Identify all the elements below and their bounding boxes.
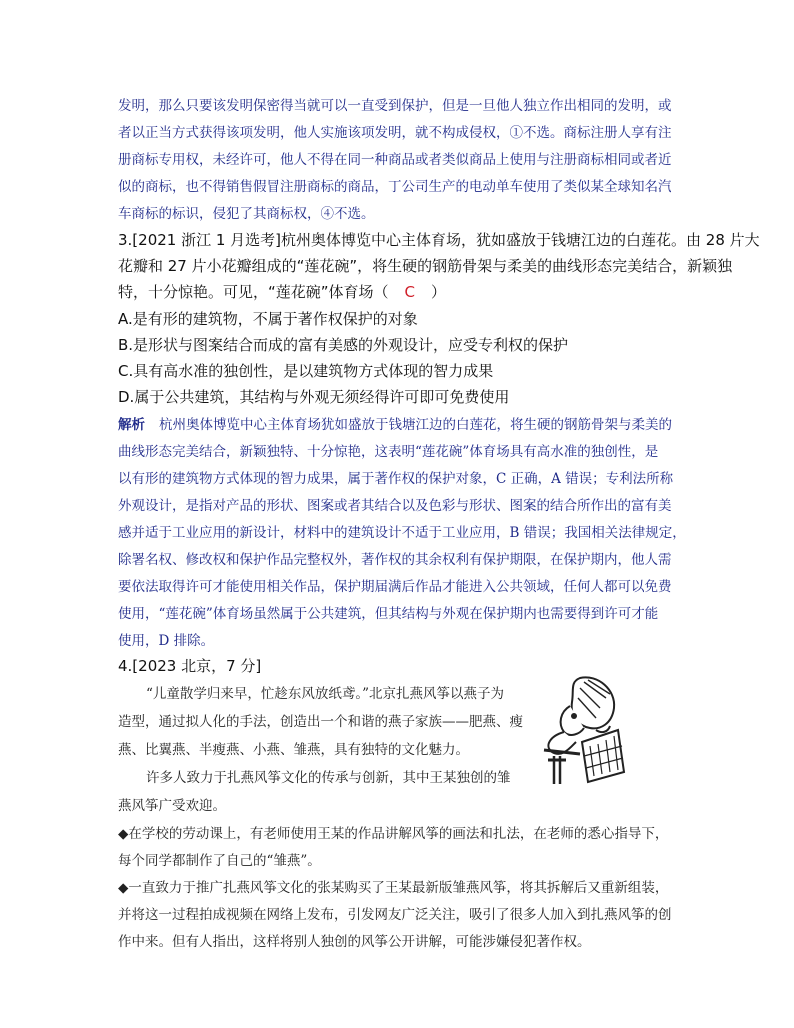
- q3-analysis-line: 要依法取得许可才能使用相关作品，保护期届满后作品才能进入公共领域，任何人都可以免费: [118, 579, 672, 595]
- q4-passage-line: 燕风筝广受欢迎。: [118, 798, 226, 814]
- analysis-label: 解析: [118, 417, 145, 433]
- q3-analysis-line-1: [118, 413, 672, 433]
- q4-passage-line: “儿童散学归来早，忙趁东风放纸鸢。”北京扎燕风筝以燕子为: [146, 686, 505, 702]
- bullet-diamond-icon: ◆: [118, 826, 129, 842]
- q3-analysis-line: 使用，D 排除。: [118, 633, 215, 649]
- q3-option-a: A.是有形的建筑物，不属于著作权保护的对象: [118, 310, 418, 328]
- q3-analysis-line: 感并适于工业应用的新设计，材料中的建筑设计不适于工业应用，B 错误；我国相关法律规定，: [118, 525, 686, 541]
- analysis-text: 杭州奥体博览中心主体育场犹如盛放于钱塘江边的白莲花，将生硬的钢筋骨架与柔美的: [159, 417, 672, 433]
- q3-close-paren: ）: [431, 283, 447, 301]
- bullet-text: 一直致力于推广扎燕风筝文化的张某购买了王某最新版雏燕风筝，将其拆解后又重新组装，: [128, 880, 669, 896]
- q3-analysis-line: 曲线形态完美结合，新颖独特、十分惊艳，这表明“莲花碗”体育场具有高水准的独创性，是: [118, 444, 659, 460]
- prev-answer-line: 车商标的标识，侵犯了其商标权，④不选。: [118, 206, 375, 222]
- q3-stem-line: 3.[2021 浙江 1 月选考]杭州奥体博览中心主体育场，犹如盛放于钱塘江边的白莲花。由 28 片大: [118, 231, 760, 249]
- q4-bullet-1-line-1: [118, 822, 668, 842]
- q3-analysis-line: 外观设计，是指对产品的形状、图案或者其结合以及色彩与形状、图案的结合所作出的富有美: [118, 498, 672, 514]
- q3-option-c: C.具有高水准的独创性，是以建筑物方式体现的智力成果: [118, 362, 494, 380]
- q3-stem-line-3: [118, 281, 446, 302]
- prev-answer-line: 册商标专用权，未经许可，他人不得在同一种商品或者类似商品上使用与注册商标相同或者近: [118, 152, 672, 168]
- q3-answer: C: [404, 283, 416, 301]
- q3-analysis-line: 除署名权、修改权和保护作品完整权外，著作权的其余权利有保护期限，在保护期内，他人需: [118, 552, 672, 568]
- q4-header: 4.[2023 北京，7 分]: [118, 657, 262, 675]
- q3-stem-line: 花瓣和 27 片小花瓣组成的“莲花碗”，将生硬的钢筋骨架与柔美的曲线形态完美结合，新颖独: [118, 257, 733, 275]
- q3-option-d: D.属于公共建筑，其结构与外观无须经得许可即可免费使用: [118, 388, 510, 406]
- q4-bullet-2-line-2: 并将这一过程拍成视频在网络上发布，引发网友广泛关注，吸引了很多人加入到扎燕风筝的创: [118, 907, 672, 923]
- q4-bullet-2-line-1: [118, 876, 668, 896]
- prev-answer-line: 似的商标，也不得销售假冒注册商标的商品，丁公司生产的电动单车使用了类似某全球知名汽: [118, 179, 672, 195]
- q3-analysis-line: 以有形的建筑物方式体现的智力成果，属于著作权的保护对象，C 正确，A 错误；专利法所称: [118, 471, 674, 487]
- swallow-kite-illustration: [540, 672, 626, 790]
- q4-bullet-2-line-3: 作中来。但有人指出，这样将别人独创的风筝公开讲解，可能涉嫌侵犯著作权。: [118, 934, 591, 950]
- q4-bullet-1-line-2: 每个同学都制作了自己的“雏燕”。: [118, 853, 321, 869]
- q4-passage-line: 许多人致力于扎燕风筝文化的传承与创新，其中王某独创的雏: [146, 770, 511, 786]
- bullet-text: 在学校的劳动课上，有老师使用王某的作品讲解风筝的画法和扎法，在老师的悉心指导下，: [128, 826, 669, 842]
- q3-analysis-line: 使用，“莲花碗”体育场虽然属于公共建筑，但其结构与外观在保护期内也需要得到许可才能: [118, 606, 659, 622]
- q3-stem-text: 特，十分惊艳。可见，“莲花碗”体育场（: [118, 283, 389, 301]
- bullet-diamond-icon: ◆: [118, 880, 129, 896]
- prev-answer-line: 发明，那么只要该发明保密得当就可以一直受到保护，但是一旦他人独立作出相同的发明，或: [118, 98, 672, 114]
- prev-answer-line: 者以正当方式获得该项发明，他人实施该项发明，就不构成侵权，①不选。商标注册人享有注: [118, 125, 672, 141]
- q4-passage-line: 燕、比翼燕、半瘦燕、小燕、雏燕，具有独特的文化魅力。: [118, 742, 469, 758]
- q4-passage-line: 造型，通过拟人化的手法，创造出一个和谐的燕子家族——肥燕、瘦: [118, 714, 523, 730]
- q3-option-b: B.是形状与图案结合而成的富有美感的外观设计，应受专利权的保护: [118, 336, 569, 354]
